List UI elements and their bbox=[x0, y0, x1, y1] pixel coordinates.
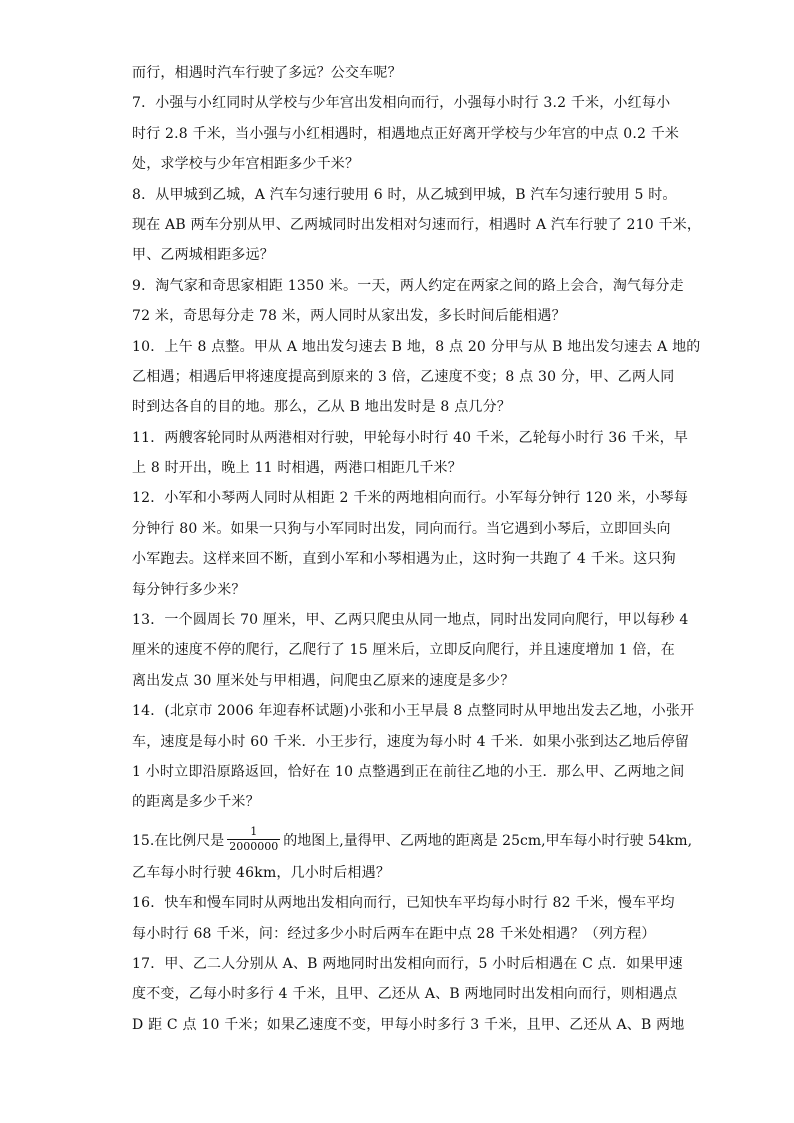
question-14-line-4: 的距离是多少千米？ bbox=[132, 794, 260, 811]
question-11-line-2: 上 8 时开出，晚上 11 时相遇，两港口相距几千米？ bbox=[132, 460, 462, 477]
question-13-line-3: 离出发点 30 厘米处与甲相遇，问爬虫乙原来的速度是多少？ bbox=[132, 672, 515, 689]
question-13-line-2: 厘米的速度不停的爬行，乙爬行了 15 厘米后，立即反向爬行，并且速度增加 1 倍，在 bbox=[132, 642, 675, 659]
question-16-line-1: 16．快车和慢车同时从两地出发相向而行，已知快车平均每小时行 82 千米，慢车平均 bbox=[132, 895, 675, 912]
question-12-line-2: 分钟行 80 米。如果一只狗与小军同时出发，同向而行。当它遇到小琴后，立即回头向 bbox=[132, 520, 671, 537]
fraction-denominator: 2000000 bbox=[229, 840, 279, 854]
question-7-line-1: 7．小强与小红同时从学校与少年宫出发相向而行，小强每小时行 3.2 千米，小红每小 bbox=[132, 95, 671, 112]
question-14-line-3: 1 小时立即沿原路返回，恰好在 10 点整遇到正在前往乙地的小王．那么甲、乙两地之间 bbox=[132, 763, 685, 780]
q15-prefix: 15.在比例尺是 bbox=[132, 832, 225, 849]
fraction-numerator: 1 bbox=[250, 825, 258, 839]
q15-suffix: 的地图上,量得甲、乙两地的距离是 25cm,甲车每小时行驶 54km, bbox=[283, 832, 693, 849]
question-8-line-2: 现在 AB 两车分别从甲、乙两城同时出发相对匀速而行，相遇时 A 汽车行驶了 210 千米， bbox=[132, 216, 702, 233]
question-15-line-2: 乙车每小时行驶 46km，几小时后相遇？ bbox=[132, 864, 391, 881]
question-8-line-1: 8．从甲城到乙城，A 汽车匀速行驶用 6 时，从乙城到甲城，B 汽车匀速行驶用 5 时。 bbox=[132, 186, 677, 203]
text-line: 而行，相遇时汽车行驶了多远？公交车呢？ bbox=[132, 65, 402, 81]
question-13-line-1: 13．一个圆周长 70 厘米，甲、乙两只爬虫从同一地点，同时出发同向爬行，甲以每秒 4 bbox=[132, 612, 689, 629]
question-10-line-3: 时到达各自的目的地。那么，乙从 B 地出发时是 8 点几分？ bbox=[132, 399, 511, 416]
question-11-line-1: 11．两艘客轮同时从两港相对行驶，甲轮每小时行 40 千米，乙轮每小时行 36 千米，早 bbox=[132, 429, 689, 446]
scale-fraction bbox=[227, 825, 280, 854]
question-17-line-3: D 距 C 点 10 千米；如果乙速度不变，甲每小时多行 3 千米，且甲、乙还从 A、B 两地 bbox=[132, 1016, 685, 1033]
question-7-line-3: 处，求学校与少年宫相距多少千米？ bbox=[132, 156, 360, 173]
question-14-line-1: 14．(北京市 2006 年迎春杯试题)小张和小王早晨 8 点整同时从甲地出发去乙地，小张开 bbox=[132, 703, 695, 720]
question-7-line-2: 时行 2.8 千米，当小强与小红相遇时，相遇地点正好离开学校与少年宫的中点 0.2 千米 bbox=[132, 125, 680, 142]
question-17-line-1: 17．甲、乙二人分别从 A、B 两地同时出发相向而行，5 小时后相遇在 C 点．如果甲速 bbox=[132, 955, 683, 972]
question-12-line-3: 小军跑去。这样来回不断，直到小军和小琴相遇为止，这时狗一共跑了 4 千米。这只狗 bbox=[132, 551, 676, 568]
question-10-line-1: 10．上午 8 点整。甲从 A 地出发匀速去 B 地，8 点 20 分甲与从 B 地出发匀速去 A 地的 bbox=[132, 338, 701, 355]
question-8-line-3: 甲、乙两城相距多远？ bbox=[132, 247, 274, 264]
question-12-line-4: 每分钟行多少米？ bbox=[132, 581, 246, 598]
question-14-line-2: 车，速度是每小时 60 千米．小王步行，速度为每小时 4 千米．如果小张到达乙地后停留 bbox=[132, 733, 690, 750]
question-16-line-2: 每小时行 68 千米，问：经过多少小时后两车在距中点 28 千米处相遇？（列方程） bbox=[132, 925, 656, 942]
question-15-line-1 bbox=[132, 822, 693, 858]
text-block-1 bbox=[132, 58, 702, 818]
question-10-line-2: 乙相遇；相遇后甲将速度提高到原来的 3 倍，乙速度不变；8 点 30 分，甲、乙两人同 bbox=[132, 368, 675, 385]
text-block-2 bbox=[132, 858, 685, 1040]
question-12-line-1: 12．小军和小琴两人同时从相距 2 千米的两地相向而行。小军每分钟行 120 米，小琴每 bbox=[132, 490, 689, 507]
question-9-line-1: 9．淘气家和奇思家相距 1350 米。一天，两人约定在两家之间的路上会合，淘气每分走 bbox=[132, 277, 684, 294]
question-9-line-2: 72 米，奇思每分走 78 米，两人同时从家出发，多长时间后能相遇？ bbox=[132, 308, 566, 325]
question-17-line-2: 度不变，乙每小时多行 4 千米，且甲、乙还从 A、B 两地同时出发相向而行，则相遇点 bbox=[132, 986, 678, 1003]
